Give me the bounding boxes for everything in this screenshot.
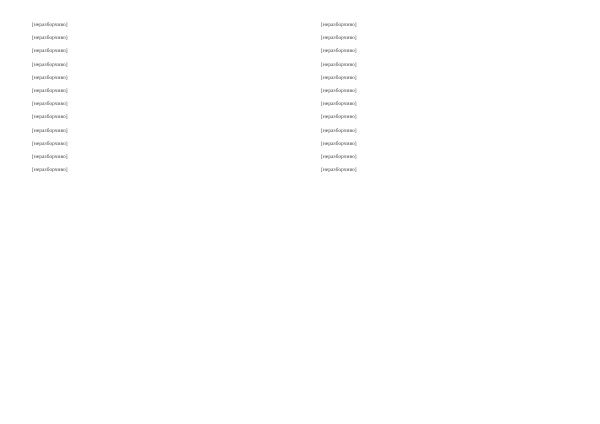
paragraph: [неразборчиво] <box>321 88 357 95</box>
paragraph: [неразборчиво] <box>321 101 357 108</box>
paragraph: [неразборчиво] <box>32 114 68 121</box>
paragraph: [неразборчиво] <box>32 74 68 81</box>
paragraph: [неразборчиво] <box>321 114 357 121</box>
paragraph: [неразборчиво] <box>321 48 357 55</box>
paragraph: [неразборчиво] <box>32 101 68 108</box>
paragraph: [неразборчиво] <box>32 22 68 28</box>
paragraph: [неразборчиво] <box>321 35 357 42</box>
paragraph: [неразборчиво] <box>321 61 357 68</box>
paragraph: [неразборчиво] <box>32 140 68 147</box>
paragraph: [неразборчиво] <box>32 127 68 134</box>
paragraph: [неразборчиво] <box>32 61 68 68</box>
paragraph: [неразборчиво] <box>32 35 68 42</box>
right-column <box>313 22 576 410</box>
left-column <box>24 22 287 410</box>
paragraph: [неразборчиво] <box>321 167 357 174</box>
paragraph: [неразборчиво] <box>321 154 357 161</box>
paragraph: [неразборчиво] <box>32 88 68 95</box>
paragraph: [неразборчиво] <box>32 167 68 174</box>
paragraph: [неразборчиво] <box>321 127 357 134</box>
paragraph: [неразборчиво] <box>32 48 68 55</box>
paragraph: [неразборчиво] <box>321 74 357 81</box>
paragraph: [неразборчиво] <box>321 22 357 28</box>
paragraph: [неразборчиво] <box>32 154 68 161</box>
paragraph: [неразборчиво] <box>321 140 357 147</box>
